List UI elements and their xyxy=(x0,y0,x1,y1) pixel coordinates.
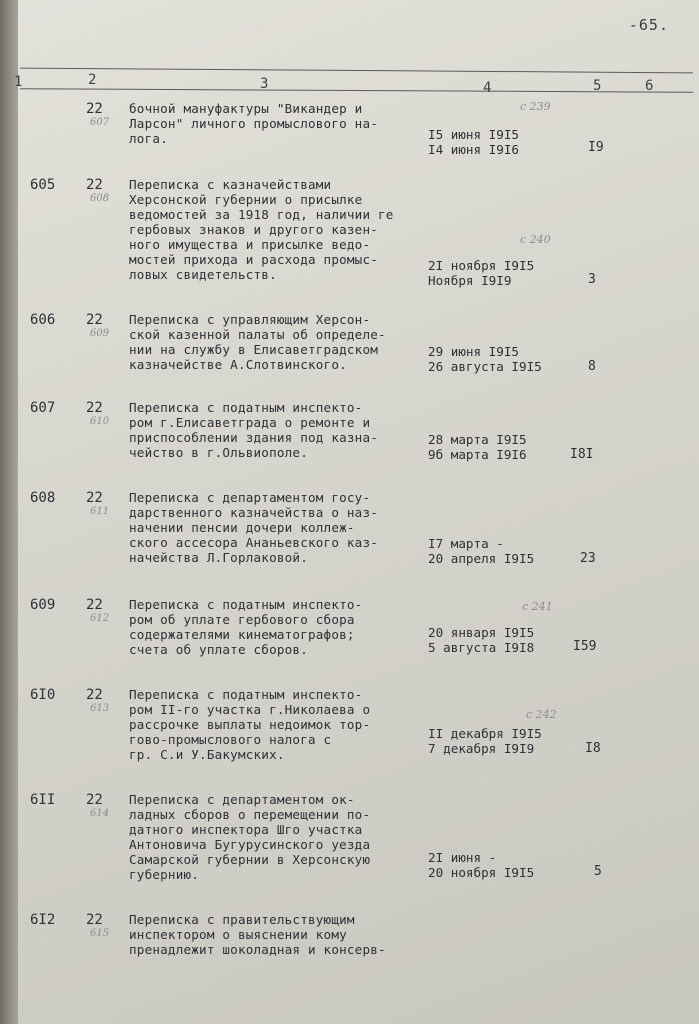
record-title: Переписка с правительствующим инспектором о выяснении кому пренадлежит шоколадная и консерв- xyxy=(129,912,386,957)
pencil-mark: с 239 xyxy=(520,100,551,113)
date-end: 7 декабря I9I9 xyxy=(428,741,535,756)
record-title: Переписка с управляющим Херсон- ской казенной палаты об определе- нии на службу в Елисаветградском казначействе А.Слотвинского. xyxy=(129,312,386,372)
row-number: 6I0 xyxy=(30,687,56,703)
pencil-mark: с 242 xyxy=(526,708,557,721)
date-range xyxy=(428,726,598,756)
volume-number: 22 xyxy=(86,792,103,808)
volume-number: 22 xyxy=(86,400,103,416)
date-range xyxy=(428,127,598,157)
volume-number: 22 xyxy=(86,687,103,703)
date-end: 20 апреля I9I5 xyxy=(428,551,535,566)
sheet-count: I8 xyxy=(585,741,601,756)
sheet-count: I59 xyxy=(573,639,597,654)
record-title: Переписка с податным инспекто- ром об уплате гербового сбора содержателями кинематографов; счета об уплате сборов. xyxy=(129,597,363,657)
date-end: I4 июня I9I6 xyxy=(428,142,519,157)
date-range xyxy=(428,536,598,566)
date-start: 2I июня - xyxy=(428,850,497,865)
row-number: 608 xyxy=(30,490,56,506)
volume-number: 22 xyxy=(86,101,103,117)
pencil-mark: с 240 xyxy=(520,233,551,246)
column-number-3: 3 xyxy=(260,76,269,92)
handwritten-number: 609 xyxy=(90,328,110,339)
date-end: 9б марта I9I6 xyxy=(428,447,527,462)
date-start: I5 июня I9I5 xyxy=(428,127,519,142)
row-number: 605 xyxy=(30,177,56,193)
sheet-count: 3 xyxy=(588,272,596,287)
date-end: 20 ноября I9I5 xyxy=(428,865,535,880)
volume-number: 22 xyxy=(86,312,103,328)
row-number: 607 xyxy=(30,400,56,416)
column-number-5: 5 xyxy=(593,78,602,94)
date-end: 5 августа I9I8 xyxy=(428,640,535,655)
row-number: 6I2 xyxy=(30,912,56,928)
date-end: 26 августа I9I5 xyxy=(428,359,542,374)
row-number: 606 xyxy=(30,312,56,328)
volume-number: 22 xyxy=(86,597,103,613)
sheet-count: 8 xyxy=(588,359,596,374)
column-number-1: 1 xyxy=(14,74,23,90)
date-start: I7 марта - xyxy=(428,536,504,551)
handwritten-number: 610 xyxy=(90,416,110,427)
handwritten-number: 611 xyxy=(90,506,110,517)
handwritten-number: 613 xyxy=(90,703,110,714)
column-number-2: 2 xyxy=(88,72,97,88)
record-title: Переписка с податным инспекто- ром II-го участка г.Николаева о рассрочке выплаты недоимок тор- гово-промыслового налога с гр. С.и У.Бакумских. xyxy=(129,687,371,762)
column-number-4: 4 xyxy=(483,80,492,96)
date-end: Ноября I9I9 xyxy=(428,273,512,288)
volume-number: 22 xyxy=(86,912,103,928)
volume-number: 22 xyxy=(86,490,103,506)
handwritten-number: 615 xyxy=(90,928,110,939)
date-start: 29 июня I9I5 xyxy=(428,344,519,359)
sheet-count: 23 xyxy=(580,551,596,566)
date-start: 2I ноября I9I5 xyxy=(428,258,535,273)
date-start: 20 января I9I5 xyxy=(428,625,535,640)
date-start: 28 марта I9I5 xyxy=(428,432,527,447)
row-number: 6II xyxy=(30,792,56,808)
record-title: Переписка с податным инспекто- ром г.Елисаветграда о ремонте и приспособлении здания под казна- чейство в г.Ольвиополе. xyxy=(129,400,379,460)
date-start: II декабря I9I5 xyxy=(428,726,542,741)
volume-number: 22 xyxy=(86,177,103,193)
handwritten-number: 608 xyxy=(90,193,110,204)
handwritten-number: 612 xyxy=(90,613,110,624)
column-number-6: 6 xyxy=(645,78,654,94)
pencil-mark: с 241 xyxy=(522,600,553,613)
date-range xyxy=(428,850,598,880)
date-range xyxy=(428,344,598,374)
record-title: Переписка с департаментом госу- дарственного казначейства о наз- начении пенсии дочери коллеж- ского ассесора Ананьевского каз- начейства Л.Горлаковой. xyxy=(129,490,379,565)
record-title: Переписка с казначействами Херсонской губернии о присылке ведомостей за 1918 год, наличии ге гербовых знаков и другого казен- ного имущества и присылке ведо- мостей прихода и расхода промыс- ловых свидетельств. xyxy=(129,177,394,282)
page-number: -65. xyxy=(628,16,669,34)
handwritten-number: 614 xyxy=(90,808,110,819)
handwritten-number: 607 xyxy=(90,117,110,128)
record-title: Переписка с департаментом ок- ладных сборов о перемещении по- датного инспектора Шго участка Антоновича Бугурусинского уезда Самарской губернии в Херсонскую губернию. xyxy=(129,792,371,882)
row-number: 609 xyxy=(30,597,56,613)
sheet-count: I9 xyxy=(588,140,604,155)
date-range xyxy=(428,258,598,288)
sheet-count: 5 xyxy=(594,864,602,879)
record-title: бочной мануфактуры "Викандер и Ларсон" личного промыслового на- лога. xyxy=(129,101,379,146)
sheet-count: I8I xyxy=(570,447,594,462)
